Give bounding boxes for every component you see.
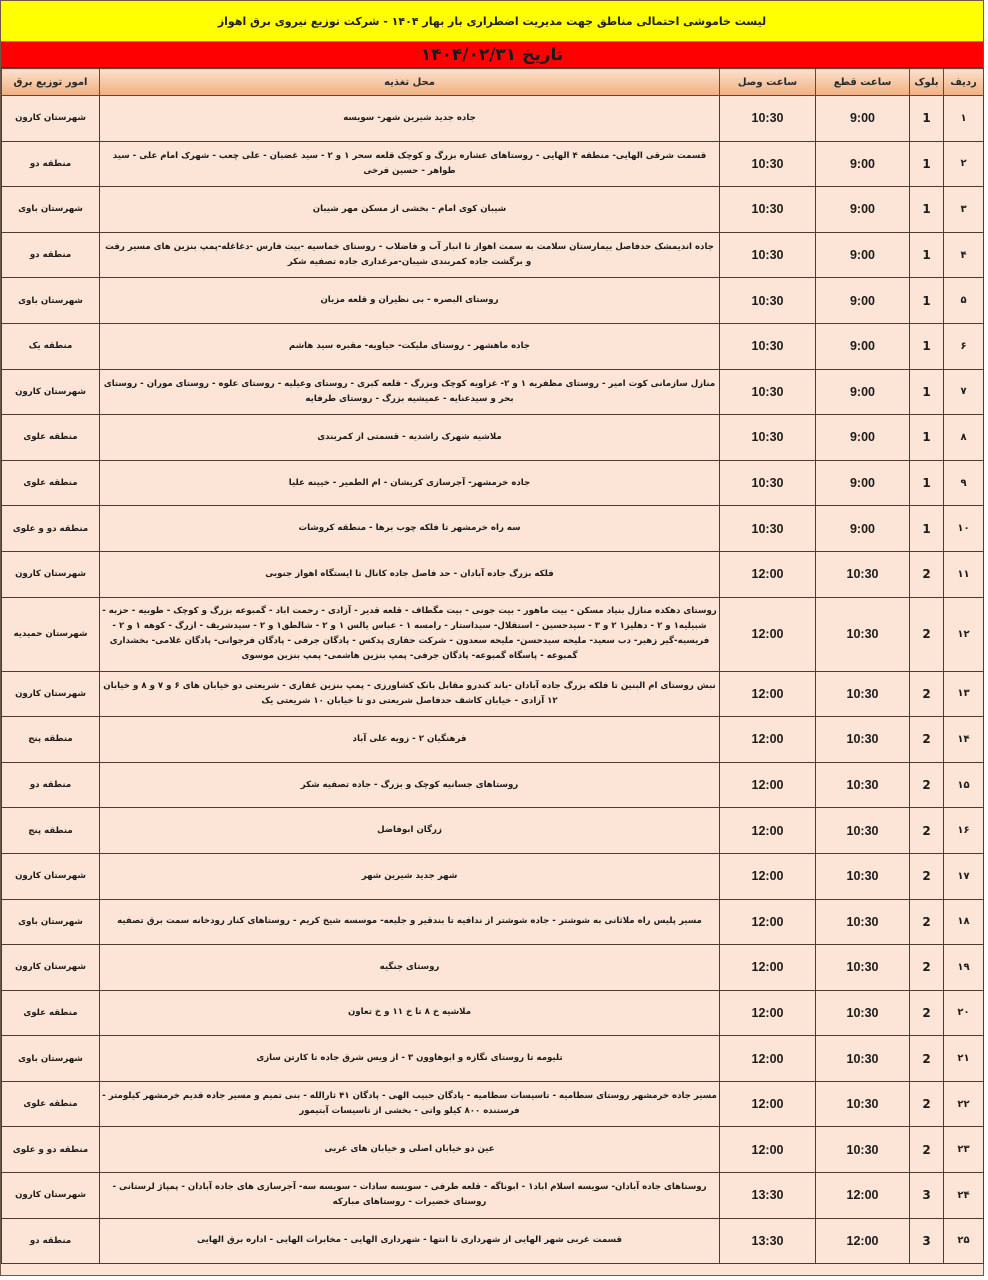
- location-cell: سه راه خرمشهر تا فلکه چوب برها - منطقه کروشات: [100, 506, 720, 552]
- row-number: ۱۱: [944, 551, 984, 597]
- block-cell: 1: [910, 141, 944, 187]
- district-cell: شهرستان کارون: [2, 551, 100, 597]
- row-number: ۲۱: [944, 1036, 984, 1082]
- district-cell: منطقه علوی: [2, 990, 100, 1036]
- row-number: ۱: [944, 96, 984, 142]
- location-cell: روستاهای جسانیه کوچک و بزرگ - جاده تصفیه شکر: [100, 762, 720, 808]
- restore-time-cell: 10:30: [720, 141, 816, 187]
- table-row: [2, 1173, 984, 1219]
- restore-time-cell: 10:30: [720, 415, 816, 461]
- location-cell: نبش روستای ام البنین تا فلکه بزرگ جاده آبادان -باند کندرو مقابل بانک کشاورزی - پمپ بنزین غفاری - شریعتی دو خیابان های ۶ و ۷ و ۸ و خیابان ۱۲ آزادی - خیابان کاشف حدفاصل شریعتی دو تا خیابان ۱۰ شریعتی یک: [100, 671, 720, 717]
- cut-time-cell: 10:30: [816, 762, 910, 808]
- date-banner: تاریخ ۱۴۰۴/۰۲/۳۱: [1, 42, 983, 68]
- restore-time-cell: 10:30: [720, 278, 816, 324]
- row-number: ۹: [944, 460, 984, 506]
- district-cell: منطقه پنج: [2, 808, 100, 854]
- block-cell: 2: [910, 945, 944, 991]
- district-cell: منطقه پنج: [2, 717, 100, 763]
- district-cell: منطقه دو: [2, 141, 100, 187]
- restore-time-cell: 12:00: [720, 853, 816, 899]
- row-number: ۲۳: [944, 1127, 984, 1173]
- district-cell: منطقه علوی: [2, 1081, 100, 1127]
- location-cell: مسیر پلیس راه ملاثانی به شوشتر - جاده شوشتر از ندافیه تا بندقیر و جلیعه- موسسه شیخ کریم - روستاهای کنار رودخانه سمت برق تصفیه: [100, 899, 720, 945]
- table-row: [2, 1127, 984, 1173]
- district-cell: شهرستان باوی: [2, 278, 100, 324]
- row-number: ۱۹: [944, 945, 984, 991]
- location-cell: روستای دهکده منازل بنیاد مسکن - بیت ماهور - بیت جونی - بیت مگطاف - قلعه قدیر - آزادی - رحمت اباد - گمبوعه بزرگ و کوچک - طوبیه - حزبه - شبیلیه۱ و ۲ - دهلیز۱ ۲ و ۳ - سیدحسین - استقلال- سیداستار - رامسه ۱ - عباس یالس ۱ و ۲ - شالطق۱ و ۲ - سیدشریف - ازرگ - کوهه ۱ و ۲ - فریسیه-گیر زهیر- دب سعید- ملیحه سیدحسن- ملیحه سعدون - شرکت حفاری پدکس - پادگان جرفی - پادگان فرجوانی- پادگان غلامی- بخشداری گمبوعه - پاسگاه گمبوعه- پادگان جرفی- پمپ بنزین هاشمی- پمپ بنزین موسوی: [100, 597, 720, 671]
- district-cell: شهرستان کارون: [2, 369, 100, 415]
- cut-time-cell: 10:30: [816, 1036, 910, 1082]
- location-cell: جاده جدید شیرین شهر- سویسه: [100, 96, 720, 142]
- restore-time-cell: 12:00: [720, 1081, 816, 1127]
- table-header-row: [2, 69, 984, 96]
- block-cell: 1: [910, 96, 944, 142]
- location-cell: فلکه بزرگ جاده آبادان - حد فاصل جاده کانال تا ایستگاه اهواز جنوبی: [100, 551, 720, 597]
- cut-time-cell: 9:00: [816, 187, 910, 233]
- block-cell: 1: [910, 187, 944, 233]
- restore-time-cell: 10:30: [720, 369, 816, 415]
- cut-time-cell: 10:30: [816, 808, 910, 854]
- cut-time-cell: 9:00: [816, 96, 910, 142]
- table-row: [2, 597, 984, 671]
- restore-time-cell: 10:30: [720, 232, 816, 278]
- district-cell: منطقه دو و علوی: [2, 1127, 100, 1173]
- district-cell: شهرستان باوی: [2, 187, 100, 233]
- restore-time-cell: 12:00: [720, 717, 816, 763]
- row-number: ۱۲: [944, 597, 984, 671]
- block-cell: 2: [910, 1036, 944, 1082]
- sheet-title: لیست خاموشی احتمالی مناطق جهت مدیریت اضطراری بار بهار ۱۴۰۴ - شرکت توزیع نیروی برق اهواز: [1, 1, 983, 42]
- district-cell: منطقه علوی: [2, 460, 100, 506]
- col-header-location: محل تغذیه: [100, 69, 720, 96]
- location-cell: قسمت غربی شهر الهایی از شهرداری تا انتها - شهرداری الهایی - مخابرات الهایی - اداره برق الهایی: [100, 1218, 720, 1264]
- location-cell: فرهنگیان ۲ - زویه علی آباد: [100, 717, 720, 763]
- cut-time-cell: 10:30: [816, 671, 910, 717]
- district-cell: شهرستان کارون: [2, 945, 100, 991]
- location-cell: قسمت شرقی الهایی- منطقه ۴ الهایی - روستاهای عشاره بزرگ و کوچک قلعه سحر ۱ و ۲ - سید غضبان - علی چعب - شهرک امام علی - سید طواهر - حسین فرخی: [100, 141, 720, 187]
- cut-time-cell: 12:00: [816, 1173, 910, 1219]
- restore-time-cell: 12:00: [720, 671, 816, 717]
- block-cell: 2: [910, 1081, 944, 1127]
- table-row: [2, 232, 984, 278]
- location-cell: شیبان کوی امام - بخشی از مسکن مهر شیبان: [100, 187, 720, 233]
- table-body: [2, 96, 984, 1264]
- table-row: [2, 369, 984, 415]
- location-cell: روستاهای جاده آبادان- سویسه اسلام اباد۱ - ابوناگه - قلعه طرفی - سویسه سادات - سویسه سه- آجرسازی های جاده آبادان - پمپاژ لرستانی - روستای خضیرات - روستاهای مبارکه: [100, 1173, 720, 1219]
- district-cell: شهرستان کارون: [2, 1173, 100, 1219]
- restore-time-cell: 12:00: [720, 808, 816, 854]
- block-cell: 2: [910, 762, 944, 808]
- row-number: ۱۶: [944, 808, 984, 854]
- block-cell: 1: [910, 278, 944, 324]
- district-cell: شهرستان حمیدیه: [2, 597, 100, 671]
- district-cell: شهرستان باوی: [2, 899, 100, 945]
- block-cell: 2: [910, 899, 944, 945]
- cut-time-cell: 12:00: [816, 1218, 910, 1264]
- block-cell: 1: [910, 369, 944, 415]
- table-row: [2, 1218, 984, 1264]
- district-cell: منطقه دو و علوی: [2, 506, 100, 552]
- block-cell: 2: [910, 717, 944, 763]
- cut-time-cell: 10:30: [816, 597, 910, 671]
- table-row: [2, 990, 984, 1036]
- col-header-restore-time: ساعت وصل: [720, 69, 816, 96]
- location-cell: ملاشیه خ ۸ تا خ ۱۱ و خ تعاون: [100, 990, 720, 1036]
- district-cell: شهرستان کارون: [2, 96, 100, 142]
- row-number: ۲۵: [944, 1218, 984, 1264]
- restore-time-cell: 10:30: [720, 96, 816, 142]
- district-cell: منطقه دو: [2, 762, 100, 808]
- restore-time-cell: 12:00: [720, 899, 816, 945]
- location-cell: جاده خرمشهر- آجرسازی کریشان - ام الطمیر - خیینه علیا: [100, 460, 720, 506]
- restore-time-cell: 12:00: [720, 1036, 816, 1082]
- block-cell: 2: [910, 597, 944, 671]
- restore-time-cell: 12:00: [720, 762, 816, 808]
- cut-time-cell: 10:30: [816, 899, 910, 945]
- cut-time-cell: 9:00: [816, 141, 910, 187]
- district-cell: منطقه یک: [2, 323, 100, 369]
- row-number: ۱۴: [944, 717, 984, 763]
- restore-time-cell: 12:00: [720, 990, 816, 1036]
- table-row: [2, 762, 984, 808]
- row-number: ۲۲: [944, 1081, 984, 1127]
- location-cell: عین دو خیابان اصلی و خیابان های غربی: [100, 1127, 720, 1173]
- row-number: ۲۰: [944, 990, 984, 1036]
- location-cell: زرگان ابوفاضل: [100, 808, 720, 854]
- location-cell: شهر جدید شیرین شهر: [100, 853, 720, 899]
- table-row: [2, 323, 984, 369]
- block-cell: 2: [910, 808, 944, 854]
- cut-time-cell: 9:00: [816, 506, 910, 552]
- table-row: [2, 141, 984, 187]
- restore-time-cell: 12:00: [720, 551, 816, 597]
- block-cell: 3: [910, 1173, 944, 1219]
- row-number: ۴: [944, 232, 984, 278]
- block-cell: 1: [910, 506, 944, 552]
- location-cell: ملاشیه شهرک راشدیه - قسمتی از کمربندی: [100, 415, 720, 461]
- location-cell: روستای جنگیه: [100, 945, 720, 991]
- row-number: ۱۰: [944, 506, 984, 552]
- cut-time-cell: 10:30: [816, 853, 910, 899]
- restore-time-cell: 12:00: [720, 945, 816, 991]
- location-cell: منازل سازمانی کوت امیر - روستای مظفریه ۱ و ۲- غزاویه کوچک وبزرگ - قلعه کبری - روستای وعیلیه - روستای علوه - روستای موران - روستای بحر و سیدعنایه - عمیشیه بزرگ - روستای طرفایه: [100, 369, 720, 415]
- cut-time-cell: 9:00: [816, 278, 910, 324]
- restore-time-cell: 10:30: [720, 187, 816, 233]
- cut-time-cell: 10:30: [816, 990, 910, 1036]
- block-cell: 2: [910, 853, 944, 899]
- district-cell: منطقه علوی: [2, 415, 100, 461]
- row-number: ۱۷: [944, 853, 984, 899]
- block-cell: 1: [910, 232, 944, 278]
- row-number: ۱۵: [944, 762, 984, 808]
- location-cell: روستای البصره - بی نظیران و قلعه مزبان: [100, 278, 720, 324]
- cut-time-cell: 9:00: [816, 415, 910, 461]
- block-cell: 1: [910, 323, 944, 369]
- restore-time-cell: 10:30: [720, 323, 816, 369]
- block-cell: 2: [910, 671, 944, 717]
- block-cell: 1: [910, 460, 944, 506]
- cut-time-cell: 10:30: [816, 945, 910, 991]
- table-row: [2, 671, 984, 717]
- table-row: [2, 1036, 984, 1082]
- row-number: ۱۸: [944, 899, 984, 945]
- block-cell: 1: [910, 415, 944, 461]
- table-row: [2, 460, 984, 506]
- table-row: [2, 717, 984, 763]
- block-cell: 3: [910, 1218, 944, 1264]
- row-number: ۳: [944, 187, 984, 233]
- district-cell: شهرستان باوی: [2, 1036, 100, 1082]
- cut-time-cell: 10:30: [816, 551, 910, 597]
- col-header-district: امور توزیع برق: [2, 69, 100, 96]
- table-row: [2, 808, 984, 854]
- row-number: ۱۳: [944, 671, 984, 717]
- table-row: [2, 187, 984, 233]
- district-cell: منطقه دو: [2, 1218, 100, 1264]
- table-row: [2, 96, 984, 142]
- block-cell: 2: [910, 1127, 944, 1173]
- table-row: [2, 853, 984, 899]
- table-row: [2, 899, 984, 945]
- table-row: [2, 551, 984, 597]
- cut-time-cell: 9:00: [816, 323, 910, 369]
- row-number: ۸: [944, 415, 984, 461]
- restore-time-cell: 10:30: [720, 506, 816, 552]
- location-cell: مسیر جاده خرمشهر روستای سطامیه - تاسیسات سطامیه - پادگان حبیب الهی - پادگان ۴۱ ثارالله - بنی تمیم و مسیر جاده قدیم خرمشهر کیلومتر - فرستنده ۸۰۰ کیلو واتی - بخشی از تاسیسات آبتیمور: [100, 1081, 720, 1127]
- col-header-block: بلوک: [910, 69, 944, 96]
- district-cell: شهرستان کارون: [2, 853, 100, 899]
- location-cell: تلیومه تا روستای نگازه و ابوهاوون ۳ - از ویس شرق جاده تا کارتن سازی: [100, 1036, 720, 1082]
- location-cell: جاده اندیمشک حدفاصل بیمارستان سلامت به سمت اهواز تا انبار آب و فاضلاب - روستای خماسیه -بیت فارس -دغاغله-پمپ بنزین های مسیر رفت و برگشت جاده کمربندی شیبان-مرغداری جاده تصفیه شکر: [100, 232, 720, 278]
- restore-time-cell: 12:00: [720, 597, 816, 671]
- restore-time-cell: 12:00: [720, 1127, 816, 1173]
- restore-time-cell: 10:30: [720, 460, 816, 506]
- cut-time-cell: 10:30: [816, 1081, 910, 1127]
- col-header-cut-time: ساعت قطع: [816, 69, 910, 96]
- row-number: ۵: [944, 278, 984, 324]
- cut-time-cell: 9:00: [816, 232, 910, 278]
- table-row: [2, 1081, 984, 1127]
- block-cell: 2: [910, 990, 944, 1036]
- cut-time-cell: 9:00: [816, 460, 910, 506]
- cut-time-cell: 10:30: [816, 1127, 910, 1173]
- outage-table: [1, 68, 984, 1264]
- district-cell: منطقه دو: [2, 232, 100, 278]
- restore-time-cell: 13:30: [720, 1218, 816, 1264]
- restore-time-cell: 13:30: [720, 1173, 816, 1219]
- location-cell: جاده ماهشهر - روستای ملیکت- حیاویه- مقبره سید هاشم: [100, 323, 720, 369]
- cut-time-cell: 9:00: [816, 369, 910, 415]
- table-row: [2, 945, 984, 991]
- row-number: ۶: [944, 323, 984, 369]
- row-number: ۷: [944, 369, 984, 415]
- row-number: ۲۴: [944, 1173, 984, 1219]
- block-cell: 2: [910, 551, 944, 597]
- table-row: [2, 278, 984, 324]
- cut-time-cell: 10:30: [816, 717, 910, 763]
- row-number: ۲: [944, 141, 984, 187]
- col-header-row: ردیف: [944, 69, 984, 96]
- table-row: [2, 415, 984, 461]
- district-cell: شهرستان کارون: [2, 671, 100, 717]
- table-row: [2, 506, 984, 552]
